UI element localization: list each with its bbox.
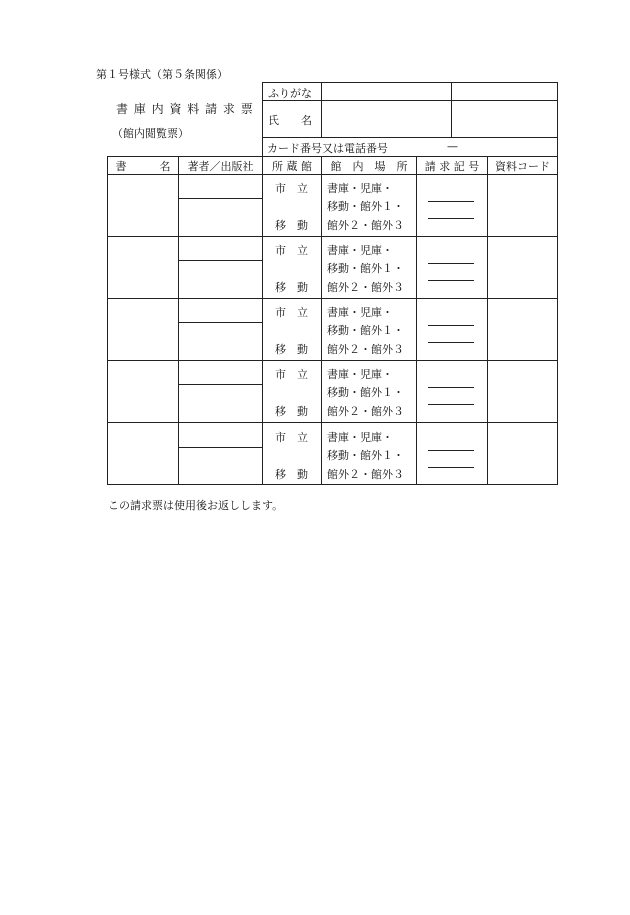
row-5-call-line-2 [428,467,474,468]
row-1-holding-bottom: 移 動 [275,219,308,232]
row-4-holding-top: 市 立 [275,368,308,381]
furigana-label: ふりがな [268,87,312,100]
row-1-location-1: 書庫・児庫・ [327,182,393,195]
row-4-call-line-2 [428,404,474,405]
row-3-location-1: 書庫・児庫・ [327,306,393,319]
col-header-call: 請 求 記 号 [424,160,480,173]
col-border-6 [557,156,558,485]
row-5-location-2: 移動・館外１・ [327,449,404,462]
row-2-location-2: 移動・館外１・ [327,262,404,275]
row-1-call-line-1 [428,201,474,202]
col-border-3 [321,156,322,485]
row-5-location-1: 書庫・児庫・ [327,431,393,444]
name-field[interactable] [322,101,450,136]
furigana-field[interactable] [322,83,450,99]
row-3-author-divider [178,322,262,323]
row-3-holding-top: 市 立 [275,306,308,319]
col-header-author: 著者／出版社 [187,160,254,173]
row-1-author-divider [178,198,262,199]
col-header-code: 資料コード [495,160,550,173]
col-border-0 [107,156,108,485]
col-border-1 [178,156,179,485]
row-2-location-1: 書庫・児庫・ [327,244,393,257]
row-1-location-2: 移動・館外１・ [327,200,404,213]
name-label: 氏 名 [268,114,312,127]
row-4-location-3: 館外２・館外３ [327,405,404,418]
row-1-location-3: 館外２・館外３ [327,219,404,232]
card-field[interactable] [416,138,556,155]
row-2-author-divider [178,260,262,261]
row-4-bottom-border [107,422,558,423]
row-2-call-line-1 [428,263,474,264]
row-3-bottom-border [107,360,558,361]
row-4-holding-bottom: 移 動 [275,405,308,418]
row-4-location-2: 移動・館外１・ [327,386,404,399]
col-header-title: 書 名 [115,160,171,173]
footer-note: この請求票は使用後お返しします。 [108,499,284,512]
row-5-author-divider [178,447,262,448]
row-3-call-line-1 [428,325,474,326]
row-5-holding-bottom: 移 動 [275,468,308,481]
row-2-call-line-2 [428,280,474,281]
row-2-holding-top: 市 立 [275,244,308,257]
row-4-call-line-1 [428,387,474,388]
row-1-holding-top: 市 立 [275,182,308,195]
header-right-border [557,82,558,156]
row-3-location-2: 移動・館外１・ [327,324,404,337]
row-2-holding-bottom: 移 動 [275,281,308,294]
row-2-location-3: 館外２・館外３ [327,281,404,294]
row-1-call-line-2 [428,218,474,219]
header-inner-divider [451,82,452,137]
row-2-bottom-border [107,298,558,299]
row-1-bottom-border [107,236,558,237]
form-number: 第１号様式（第５条関係） [96,68,228,81]
col-border-4 [416,156,417,485]
row-3-holding-bottom: 移 動 [275,343,308,356]
row-4-location-1: 書庫・児庫・ [327,368,393,381]
col-header-holding: 所 蔵 館 [272,160,312,173]
table-top-border [107,156,558,157]
row-5-location-3: 館外２・館外３ [327,468,404,481]
row-3-location-3: 館外２・館外３ [327,343,404,356]
form-title: 書 庫 内 資 料 請 求 票 [116,102,254,116]
row-4-author-divider [178,384,262,385]
col-border-2 [262,156,263,485]
card-label: カード番号又は電話番号 [267,142,388,155]
form-subtitle: （館内閲覧票） [112,127,189,140]
row-5-call-line-1 [428,450,474,451]
header-left-border [262,82,263,156]
card-dash: — [447,140,458,153]
col-header-location: 館 内 場 所 [330,160,408,173]
row-5-holding-top: 市 立 [275,431,308,444]
row-3-call-line-2 [428,342,474,343]
table-header-border [107,174,558,175]
table-bottom-border [107,484,558,485]
col-border-5 [487,156,488,485]
